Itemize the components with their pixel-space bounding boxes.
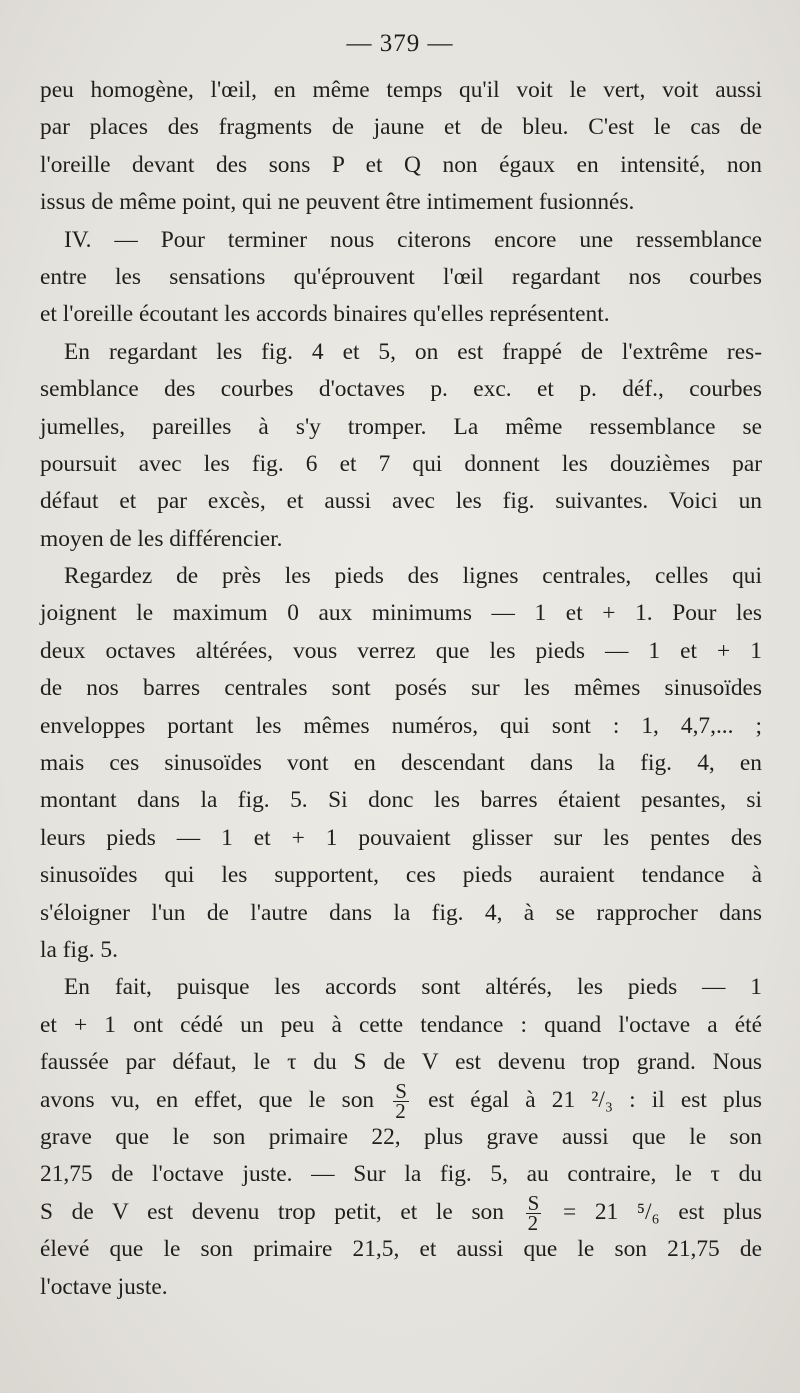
text-line: et l'oreille écoutant les accords binaires qu'elles représentent.	[40, 301, 610, 328]
text-line: peu homogène, l'œil, en même temps qu'il voit le vert, voit aussi	[40, 77, 762, 103]
text-line: En fait, puisque les accords sont altérés, les pieds — 1	[64, 974, 762, 1001]
text-line: grave que le son primaire 22, plus grave aussi que le son	[40, 1123, 762, 1150]
text-line: semblance des courbes d'octaves p. exc. et p. déf., courbes	[40, 376, 762, 403]
text-line: enveloppes portant les mêmes numéros, qui sont : 1, 4,7,... ;	[40, 712, 762, 739]
text-line: de nos barres centrales sont posés sur les mêmes sinusoïdes	[40, 675, 762, 702]
text-line: défaut et par excès, et aussi avec les fig. suivantes. Voici un	[40, 488, 762, 515]
text-line: l'oreille devant des sons P et Q non égaux en intensité, non	[40, 151, 762, 178]
text-line: En regardant les fig. 4 et 5, on est frappé de l'extrême res-	[64, 338, 762, 365]
text-line: deux octaves altérées, vous verrez que les pieds — 1 et + 1	[40, 637, 762, 664]
body-text	[40, 72, 762, 1306]
fraction-denominator: 2	[395, 1098, 406, 1123]
text-line-fraction-1	[40, 1078, 762, 1123]
text-line: IV. — Pour terminer nous citerons encore une ressemblance	[64, 226, 762, 253]
text-line: s'éloigner l'un de l'autre dans la fig. 4, à se rapprocher dans	[40, 899, 762, 926]
fraction-line-2-after: = 21 ⁵/₆ est plus	[562, 1198, 762, 1225]
fraction-line-1-before: avons vu, en effet, que le son	[40, 1086, 375, 1113]
text-line: 21,75 de l'octave juste. — Sur la fig. 5, au contraire, le τ du	[40, 1161, 762, 1188]
text-line: sinusoïdes qui les supportent, ces pieds auraient tendance à	[40, 862, 762, 889]
text-line: l'octave juste.	[40, 1273, 168, 1300]
paragraphs-block-c	[40, 1231, 762, 1306]
text-line: leurs pieds — 1 et + 1 pouvaient glisser sur les pentes des	[40, 824, 762, 851]
text-line: entre les sensations qu'éprouvent l'œil regardant nos courbes	[40, 263, 762, 290]
text-line: joignent le maximum 0 aux minimums — 1 et + 1. Pour les	[40, 600, 762, 627]
paragraphs-block-a	[40, 72, 762, 1082]
fraction-numerator: S	[527, 1190, 540, 1215]
text-line-fraction-2	[40, 1190, 762, 1235]
text-line: jumelles, pareilles à s'y tromper. La même ressemblance se	[40, 413, 762, 440]
text-line: Regardez de près les pieds des lignes centrales, celles qui	[64, 563, 762, 590]
text-line: par places des fragments de jaune et de bleu. C'est le cas de	[40, 114, 762, 141]
page-number: — 379 —	[346, 30, 454, 57]
text-line: mais ces sinusoïdes vont en descendant dans la fig. 4, en	[40, 750, 762, 777]
text-line: montant dans la fig. 5. Si donc les barres étaient pesantes, si	[40, 787, 762, 814]
text-line: la fig. 5.	[40, 936, 118, 963]
text-line: issus de même point, qui ne peuvent être intimement fusionnés.	[40, 189, 635, 216]
fraction-line-2-before: S de V est devenu trop petit, et le son	[40, 1198, 504, 1225]
fraction-line-1-after: est égal à 21 ²/₃ : il est plus	[428, 1086, 762, 1113]
text-line: poursuit avec les fig. 6 et 7 qui donnent les douzièmes par	[40, 450, 762, 477]
text-line: et + 1 ont cédé un peu à cette tendance : quand l'octave a été	[40, 1011, 762, 1038]
fraction-denominator: 2	[527, 1210, 539, 1235]
text-line: moyen de les différencier.	[40, 525, 283, 552]
paragraphs-block-b	[40, 1119, 762, 1194]
fraction-s-over-2	[526, 1190, 542, 1235]
text-line: élevé que le son primaire 21,5, et aussi que le son 21,75 de	[40, 1236, 762, 1263]
text-line: faussée par défaut, le τ du S de V est devenu trop grand. Nous	[40, 1049, 762, 1076]
fraction-numerator: S	[395, 1078, 407, 1103]
fraction-s-over-2	[393, 1078, 409, 1123]
